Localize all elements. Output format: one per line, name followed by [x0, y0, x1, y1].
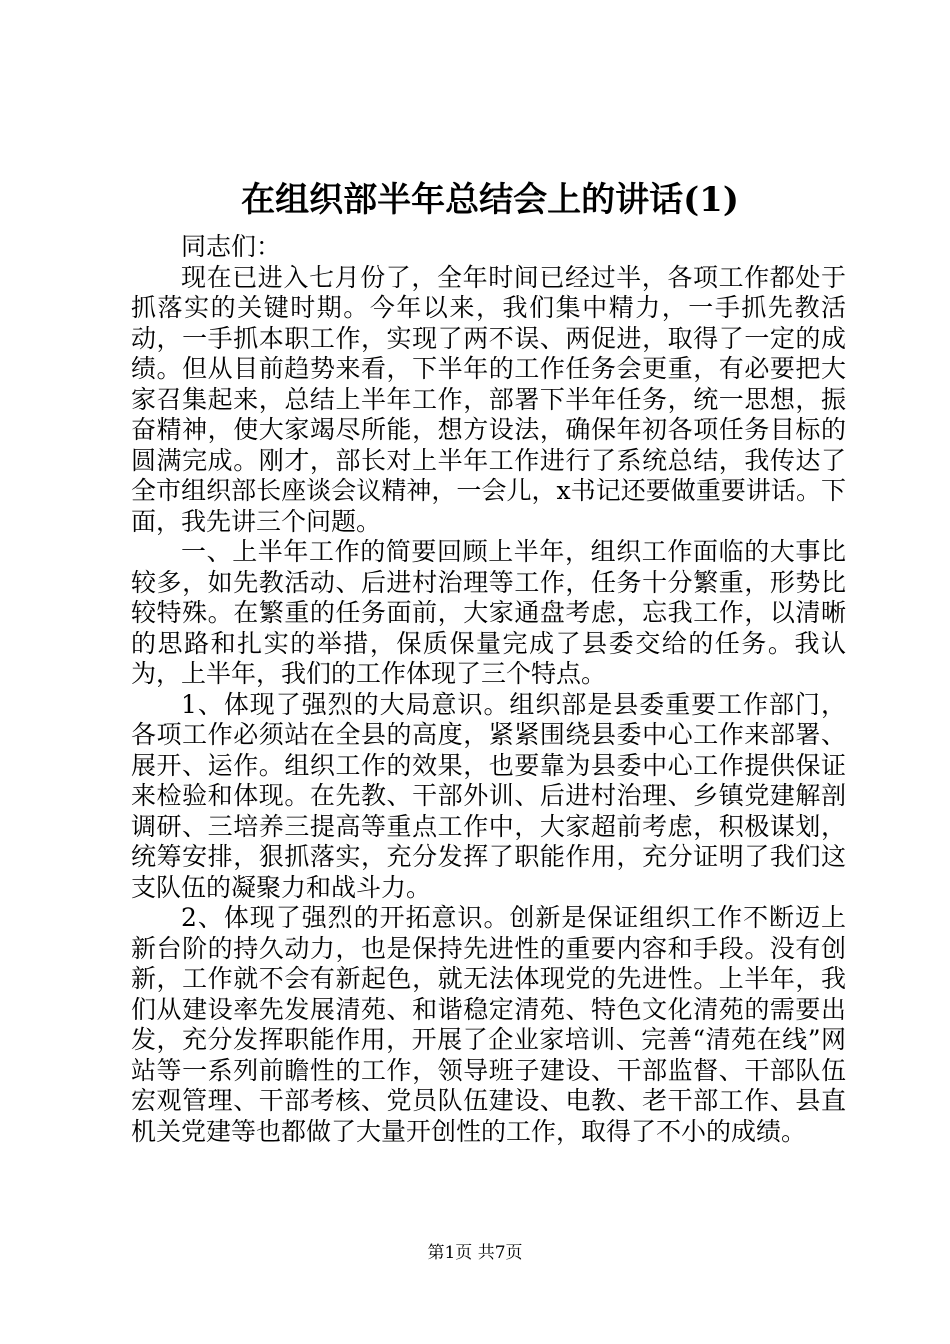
salutation-paragraph: 同志们：	[181, 232, 282, 261]
section-one-paragraph: 一、上半年工作的简要回顾上半年，组织工作面临的大事比较多，如先教活动、后进村治理等工作，任务十分繁重，形势比较特殊。在繁重的任务面前，大家通盘考虑，忘我工作，以清晰的思路和扎实的举措，保质保量完成了县委交给的任务。我认为，上半年，我们的工作体现了三个特点。	[131, 537, 846, 688]
page-number-footer: 第1页 共7页	[427, 1243, 523, 1263]
document-title: 在组织部半年总结会上的讲话(1)	[241, 180, 739, 220]
point-two-paragraph: 2、体现了强烈的开拓意识。创新是保证组织工作不断迈上新台阶的持久动力，也是保持先进性的重要内容和手段。没有创新，工作就不会有新起色，就无法体现党的先进性。上半年，我们从建设率先发展清苑、和谐稳定清苑、特色文化清苑的需要出发，充分发挥职能作用，开展了企业家培训、完善“清苑在线”网站等一系列前瞻性的工作，领导班子建设、干部监督、干部队伍宏观管理、干部考核、党员队伍建设、电教、老干部工作、县直机关党建等也都做了大量开创性的工作，取得了不小的成绩。	[131, 903, 846, 1146]
document-body	[131, 232, 846, 1147]
intro-paragraph: 现在已进入七月份了，全年时间已经过半，各项工作都处于抓落实的关键时期。今年以来，我们集中精力，一手抓先教活动，一手抓本职工作，实现了两不误、两促进，取得了一定的成绩。但从目前趋势来看，下半年的工作任务会更重，有必要把大家召集起来，总结上半年工作，部署下半年任务，统一思想，振奋精神，使大家竭尽所能，想方设法，确保年初各项任务目标的圆满完成。刚才，部长对上半年工作进行了系统总结，我传达了全市组织部长座谈会议精神，一会儿，x书记还要做重要讲话。下面，我先讲三个问题。	[131, 262, 846, 536]
point-one-paragraph: 1、体现了强烈的大局意识。组织部是县委重要工作部门，各项工作必须站在全县的高度，紧紧围绕县委中心工作来部署、展开、运作。组织工作的效果，也要靠为县委中心工作提供保证来检验和体现。在先教、干部外训、后进村治理、乡镇党建解剖调研、三培养三提高等重点工作中，大家超前考虑，积极谋划，统筹安排，狠抓落实，充分发挥了职能作用，充分证明了我们这支队伍的凝聚力和战斗力。	[131, 689, 846, 902]
